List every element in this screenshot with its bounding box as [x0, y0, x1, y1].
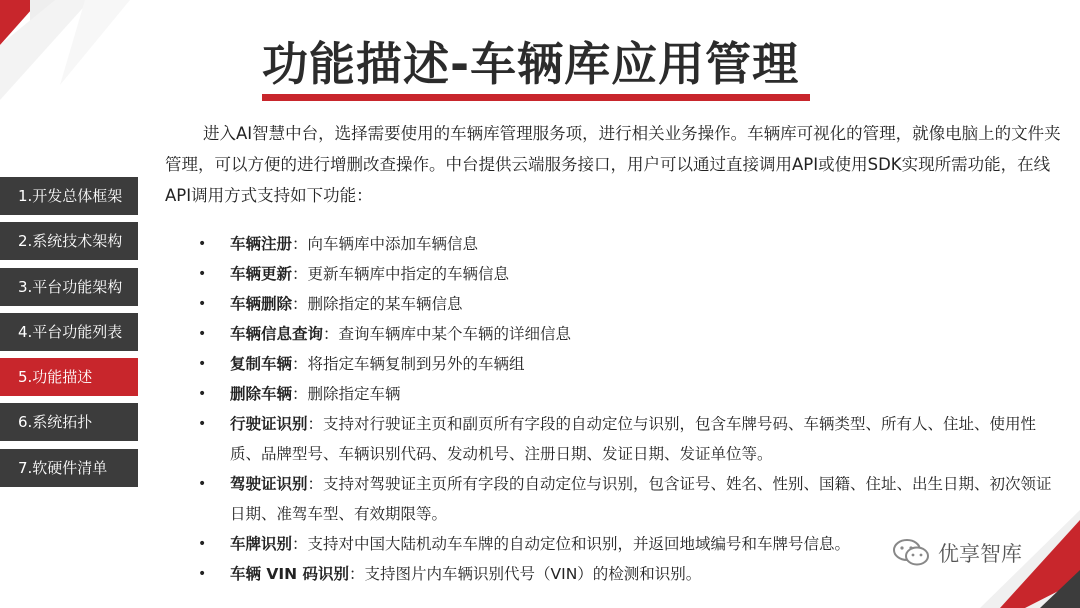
sidebar-item-feature-description[interactable]	[0, 358, 138, 396]
watermark	[892, 538, 1022, 568]
top-left-decoration	[0, 0, 140, 110]
feature-description: ：向车辆库中添加车辆信息	[292, 235, 479, 253]
feature-name: 复制车辆	[230, 355, 293, 373]
intro-paragraph: 进入AI智慧中台，选择需要使用的车辆库管理服务项，进行相关业务操作。车辆库可视化的管理，就像电脑上的文件夹管理，可以方便的进行增删改查操作。中台提供云端服务接口，用户可以通过直接调用API或使用SDK实现所需功能，在线API调用方式支持如下功能：	[165, 124, 1061, 205]
wechat-icon	[892, 538, 930, 568]
sidebar-item-label: 5.功能描述	[18, 368, 93, 386]
bullet-icon: •	[198, 296, 207, 312]
bullet-icon: •	[198, 386, 207, 402]
sidebar-item-label: 6.系统拓扑	[18, 413, 93, 431]
bullet-icon: •	[198, 416, 207, 432]
sidebar-item-label: 7.软硬件清单	[18, 459, 108, 477]
list-item	[198, 469, 1058, 529]
list-item	[198, 259, 1058, 289]
sidebar-item-label: 4.平台功能列表	[18, 323, 123, 341]
sidebar-item-feature-list[interactable]	[0, 313, 138, 351]
feature-name: 车辆注册	[230, 235, 293, 253]
list-item	[198, 229, 1058, 259]
sidebar-item-overall-framework[interactable]	[0, 177, 138, 215]
sidebar-item-topology[interactable]	[0, 403, 138, 441]
feature-name: 车辆更新	[230, 265, 293, 283]
bullet-icon: •	[198, 266, 207, 282]
feature-name: 车牌识别	[230, 535, 293, 553]
bullet-icon: •	[198, 536, 207, 552]
sidebar-item-label: 2.系统技术架构	[18, 232, 123, 250]
feature-name: 删除车辆	[230, 385, 293, 403]
bullet-icon: •	[198, 356, 207, 372]
feature-name: 车辆 VIN 码识别	[230, 565, 350, 583]
bullet-icon: •	[198, 326, 207, 342]
list-item	[198, 409, 1058, 469]
watermark-text: 优享智库	[938, 542, 1022, 566]
feature-description: ：更新车辆库中指定的车辆信息	[292, 265, 510, 283]
feature-description: ：支持对行驶证主页和副页所有字段的自动定位与识别，包含车牌号码、车辆类型、所有人、住址、使用性质、品牌型号、车辆识别代码、发动机号、注册日期、发证日期、发证单位等。	[230, 415, 1037, 463]
feature-name: 车辆删除	[230, 295, 293, 313]
feature-description: ：删除指定车辆	[292, 385, 401, 403]
list-item	[198, 349, 1058, 379]
bullet-icon: •	[198, 476, 207, 492]
feature-description: ：查询车辆库中某个车辆的详细信息	[323, 325, 572, 343]
feature-description: ：支持对中国大陆机动车车牌的自动定位和识别，并返回地域编号和车牌号信息。	[292, 535, 851, 553]
bullet-icon: •	[198, 236, 207, 252]
sidebar-item-label: 1.开发总体框架	[18, 187, 123, 205]
sidebar-item-tech-architecture[interactable]	[0, 222, 138, 260]
feature-list	[198, 229, 1058, 589]
feature-description: ：支持图片内车辆识别代号（VIN）的检测和识别。	[349, 565, 702, 583]
sidebar-item-platform-architecture[interactable]	[0, 268, 138, 306]
page-title: 功能描述-车辆库应用管理	[262, 37, 800, 91]
feature-name: 行驶证识别	[230, 415, 308, 433]
feature-description: ：将指定车辆复制到另外的车辆组	[292, 355, 525, 373]
sidebar-item-hardware-software[interactable]	[0, 449, 138, 487]
feature-description: ：删除指定的某车辆信息	[292, 295, 463, 313]
feature-name: 车辆信息查询	[230, 325, 324, 343]
list-item	[198, 289, 1058, 319]
bullet-icon: •	[198, 566, 207, 582]
feature-description: ：支持对驾驶证主页所有字段的自动定位与识别，包含证号、姓名、性别、国籍、住址、出生日期、初次领证日期、准驾车型、有效期限等。	[230, 475, 1052, 523]
list-item	[198, 319, 1058, 349]
title-underline	[262, 94, 810, 101]
sidebar-item-label: 3.平台功能架构	[18, 278, 123, 296]
list-item	[198, 379, 1058, 409]
feature-name: 驾驶证识别	[230, 475, 308, 493]
